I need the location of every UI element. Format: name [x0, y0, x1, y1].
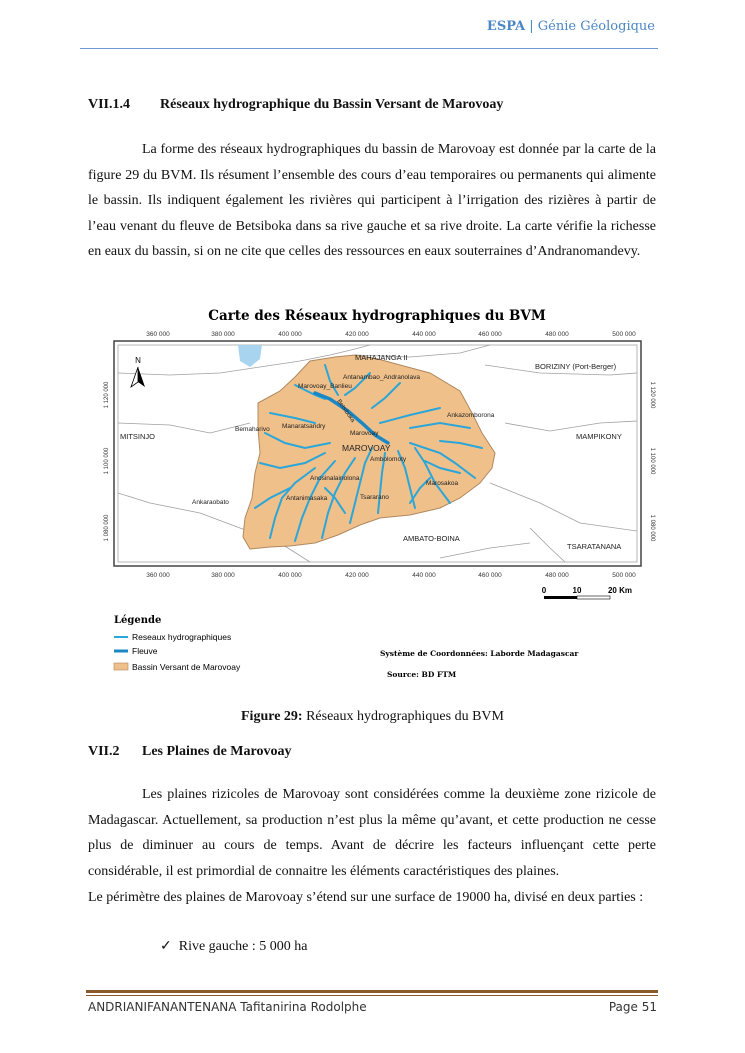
x-tick-top: 440 000	[412, 331, 436, 338]
y-tick-left: 1 100 000	[104, 447, 110, 475]
place-label: Antanambao_Andranolava	[343, 374, 420, 381]
section-number: VII.1.4	[88, 97, 131, 112]
footer-author: ANDRIANIFANANTENANA Tafitanirina Rodolphe	[88, 1000, 367, 1014]
y-tick-right: 1 100 000	[649, 447, 655, 475]
place-label: Ankaraobato	[192, 499, 229, 506]
section-heading-vii-1-4	[88, 97, 503, 113]
footer-rule-thin	[86, 995, 658, 996]
x-tick-bottom: 440 000	[412, 572, 436, 579]
figure-text: Réseaux hydrographiques du BVM	[302, 709, 504, 724]
place-label: TSARATANANA	[567, 542, 622, 551]
place-label: Manaratsandry	[282, 423, 326, 430]
x-tick-top: 480 000	[545, 331, 569, 338]
x-tick-top: 420 000	[345, 331, 369, 338]
section-number: VII.2	[88, 744, 120, 759]
place-label: Marovoay	[350, 430, 379, 437]
x-tick-bottom: 400 000	[278, 572, 302, 579]
running-header	[487, 19, 655, 34]
x-ticks-top	[146, 331, 636, 338]
section2-paragraph1-text: Les plaines rizicoles de Marovoay sont considérées comme la deuxième zone rizicole de Madagascar. Actuellement, sa production n’est plus la même qu’avant, et cette production ne cesse plus de diminuer au cours de temps. Avant de décrire les facteurs influençant cette perte considérable, il est primordial de connaitre les éléments caractéristiques des plaines.	[88, 787, 656, 879]
x-tick-bottom: 380 000	[211, 572, 235, 579]
hydrographic-map	[104, 303, 655, 683]
x-tick-bottom: 460 000	[478, 572, 502, 579]
place-label: Betsiboka	[335, 398, 356, 424]
y-tick-right: 1 080 000	[649, 514, 655, 542]
place-label: MAROVOAY	[342, 443, 391, 453]
section1-paragraph	[88, 137, 656, 265]
x-tick-bottom: 480 000	[545, 572, 569, 579]
place-label: Anosinalainolona	[310, 475, 360, 482]
x-ticks-bottom	[146, 572, 636, 579]
legend-rivers: Reseaux hydrographiques	[132, 632, 232, 642]
x-tick-top: 460 000	[478, 331, 502, 338]
place-label: BORIZINY (Port-Berger)	[535, 362, 617, 371]
y-tick-left: 1 080 000	[104, 514, 110, 542]
scale-label-0: 0	[541, 586, 547, 595]
north-label: N	[135, 356, 141, 365]
x-tick-bottom: 500 000	[612, 572, 636, 579]
section1-paragraph-text: La forme des réseaux hydrographiques du bassin de Marovoay est donnée par la carte de la figure 29 du BVM. Ils résument l’ensemble des cours d’eau temporaires ou permanents qui alimente le bassin. Ils indiquent également les rivières qui participent à l’irrigation des rizières à partir de l’eau venant du fleuve de Betsiboka dans sa rive gauche et sa rive droite. La carte vérifie la richesse en eaux du bassin, si on ne cite que celles des ressources en eaux souterraines d’Andranomandevy.	[88, 142, 656, 259]
scale-label-10: 10	[572, 586, 582, 595]
place-label: AMBATO-BOINA	[403, 534, 460, 543]
place-label: Antanimasaka	[286, 495, 328, 502]
y-tick-right: 1 120 000	[649, 381, 655, 409]
section-title: Réseaux hydrographique du Bassin Versant de Marovoay	[160, 97, 504, 112]
scale-label-20: 20 Km	[607, 586, 633, 595]
footer-rule	[86, 990, 658, 993]
place-label: MAHAJANGA II	[355, 353, 408, 362]
place-label: Tsararano	[360, 494, 389, 501]
place-label: Ambolomoty	[370, 456, 407, 463]
x-tick-bottom: 360 000	[146, 572, 170, 579]
scale-bar	[542, 586, 632, 599]
x-tick-top: 400 000	[278, 331, 302, 338]
figure-caption	[0, 709, 745, 725]
place-label: Marovoay_Banlieu	[298, 383, 352, 390]
legend-title: Légende	[114, 615, 162, 626]
map-source: Source: BD FTM	[387, 670, 457, 679]
x-tick-top: 360 000	[146, 331, 170, 338]
section2-paragraph	[88, 782, 656, 884]
place-label: Ankazomborona	[447, 412, 495, 419]
place-label: Marosakoa	[426, 480, 459, 487]
map-title: Carte des Réseaux hydrographiques du BVM	[208, 308, 546, 324]
legend-fleuve: Fleuve	[132, 646, 158, 656]
footer-page-number: Page 51	[608, 1000, 657, 1014]
section-heading-vii-2	[88, 744, 291, 760]
x-tick-bottom: 420 000	[345, 572, 369, 579]
x-tick-top: 500 000	[612, 331, 636, 338]
section-title: Les Plaines de Marovoay	[142, 744, 292, 759]
header-org: ESPA	[486, 19, 526, 34]
x-tick-top: 380 000	[211, 331, 235, 338]
figure-label: Figure 29:	[241, 709, 303, 724]
section2-paragraph-2	[88, 885, 656, 911]
header-dept: Génie Géologique	[537, 19, 655, 34]
header-rule	[80, 48, 658, 49]
section2-paragraph2-text: Le périmètre des plaines de Marovoay s’étend sur une surface de 19000 ha, divisé en deux parties :	[88, 890, 644, 905]
checkmark-icon: ✓	[160, 939, 172, 954]
map-legend	[114, 615, 579, 679]
legend-basin: Bassin Versant de Marovoay	[132, 662, 241, 672]
header-separator: |	[525, 19, 538, 34]
place-label: Bemaharivo	[235, 426, 270, 433]
place-label: MAMPIKONY	[576, 432, 622, 441]
bullet-text: Rive gauche : 5 000 ha	[178, 939, 308, 954]
bullet-item	[160, 938, 307, 955]
y-tick-left: 1 120 000	[104, 381, 110, 409]
place-label: MITSINJO	[120, 432, 155, 441]
coordinate-system: Système de Coordonnées: Laborde Madagascar	[380, 649, 579, 658]
hydrographic-map-figure	[104, 303, 655, 683]
